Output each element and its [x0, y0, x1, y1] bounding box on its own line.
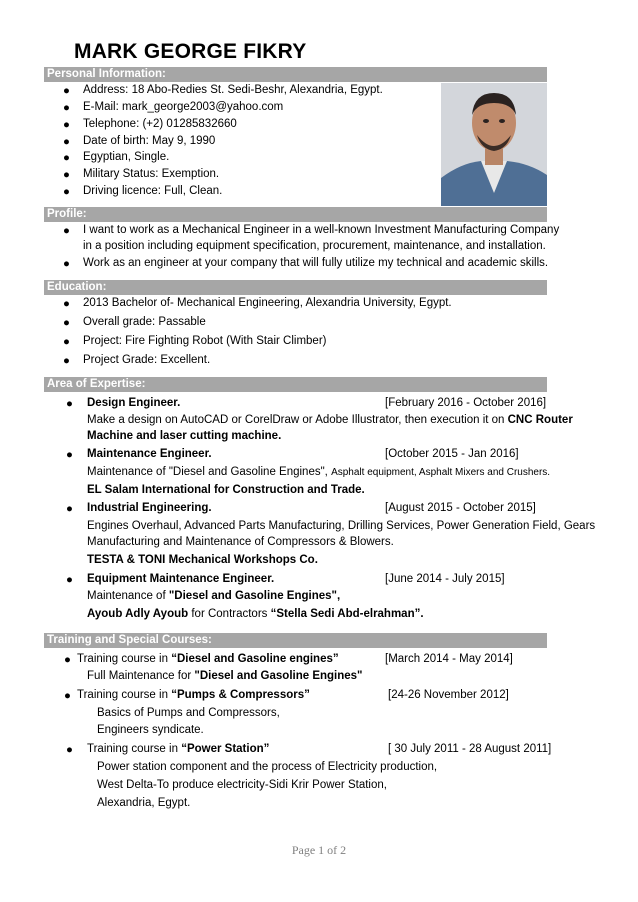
section-header-personal: Personal Information: [44, 67, 547, 82]
bullet: ● [64, 690, 71, 702]
bullet: ● [66, 744, 73, 756]
training-title-bold: “Pumps & Compressors” [171, 689, 310, 701]
training-description: Basics of Pumps and Compressors, [97, 707, 280, 719]
job-description-small: Asphalt equipment, Asphalt Mixers and Crushers. [331, 467, 551, 478]
bullet: ● [63, 186, 70, 198]
job-title: Equipment Maintenance Engineer. [87, 573, 275, 585]
job-description-text: Make a design on AutoCAD or CorelDraw or Adobe Illustrator, then execution it on [87, 414, 508, 426]
training-description: West Delta-To produce electricity-Sidi Krir Power Station, [97, 779, 387, 791]
training-date: [24-26 November 2012] [388, 689, 509, 701]
job-company [87, 608, 424, 620]
job-description [87, 466, 550, 478]
job-company-client: “Stella Sedi Abd-elrahman”. [270, 608, 424, 620]
job-date: [August 2015 - October 2015] [385, 502, 536, 514]
training-description-text: Full Maintenance for [87, 670, 195, 682]
training-description: Power station component and the process of Electricity production, [97, 761, 438, 773]
email-text: E-Mail: mark_george2003@yahoo.com [83, 101, 284, 113]
bullet: ● [66, 449, 73, 461]
section-header-expertise: Area of Expertise: [44, 377, 547, 392]
education-project: Project: Fire Fighting Robot (With Stair Climber) [83, 335, 327, 347]
education-grade: Overall grade: Passable [83, 316, 206, 328]
job-description [87, 590, 340, 602]
page-number: Page 1 of 2 [291, 843, 347, 857]
bullet: ● [63, 102, 70, 114]
military-text: Military Status: Exemption. [83, 168, 220, 180]
job-title: Maintenance Engineer. [87, 448, 212, 460]
bullet: ● [66, 398, 73, 410]
job-title: Design Engineer. [87, 397, 181, 409]
training-date: [ 30 July 2011 - 28 August 2011] [388, 743, 552, 755]
job-title: Industrial Engineering. [87, 502, 212, 514]
job-date: [June 2014 - July 2015] [385, 573, 505, 585]
job-description: Engines Overhaul, Advanced Parts Manufacturing, Drilling Services, Power Generation Field, Gears [87, 520, 596, 532]
section-header-profile: Profile: [44, 207, 547, 222]
job-date: [February 2016 - October 2016] [385, 397, 547, 409]
bullet: ● [66, 574, 73, 586]
job-company: TESTA & TONI Mechanical Workshops Co. [87, 554, 318, 566]
training-title-bold: “Power Station” [181, 743, 270, 755]
job-description [87, 414, 573, 426]
bullet: ● [63, 298, 70, 310]
profile-photo [441, 83, 547, 206]
training-title [87, 743, 269, 755]
job-company: EL Salam International for Construction and Trade. [87, 484, 365, 496]
address-text: Address: 18 Abo-Redies St. Sedi-Beshr, Alexandria, Egypt. [83, 84, 383, 96]
training-title-text: Training course in [77, 689, 172, 701]
section-header-education: Education: [44, 280, 547, 295]
bullet: ● [63, 355, 70, 367]
telephone-text: Telephone: (+2) 01285832660 [83, 118, 237, 130]
training-title-bold: “Diesel and Gasoline engines” [171, 653, 339, 665]
training-description [87, 670, 363, 682]
job-description-text: Maintenance of "Diesel and Gasoline Engines", [87, 466, 332, 478]
bullet: ● [63, 336, 70, 348]
training-title [77, 653, 339, 665]
training-title [77, 689, 310, 701]
bullet: ● [63, 169, 70, 181]
bullet: ● [63, 136, 70, 148]
profile-text-1b: in a position including equipment specification, procurement, maintenance, and installation. [83, 240, 546, 252]
bullet: ● [63, 85, 70, 97]
bullet: ● [64, 654, 71, 666]
training-title-text: Training course in [87, 743, 182, 755]
section-header-training: Training and Special Courses: [44, 633, 547, 648]
job-description-line2: Manufacturing and Maintenance of Compressors & Blowers. [87, 536, 394, 548]
bullet: ● [63, 152, 70, 164]
training-date: [March 2014 - May 2014] [385, 653, 513, 665]
job-company-name: Ayoub Adly Ayoub [87, 608, 189, 620]
education-project-grade: Project Grade: Excellent. [83, 354, 211, 366]
training-description: Engineers syndicate. [97, 724, 204, 736]
bullet: ● [63, 317, 70, 329]
bullet: ● [66, 503, 73, 515]
profile-text-1a: I want to work as a Mechanical Engineer in a well-known Investment Manufacturing Company [83, 224, 560, 236]
job-description-line2: Machine and laser cutting machine. [87, 430, 282, 442]
bullet: ● [63, 225, 70, 237]
nationality-text: Egyptian, Single. [83, 151, 170, 163]
profile-text-2: Work as an engineer at your company that will fully utilize my technical and academic skills. [83, 257, 549, 269]
job-company-text: for Contractors [188, 608, 271, 620]
bullet: ● [63, 258, 70, 270]
job-description-bold: CNC Router [507, 414, 573, 426]
bullet: ● [63, 119, 70, 131]
job-description-bold: "Diesel and Gasoline Engines", [168, 590, 341, 602]
page-title: MARK GEORGE FIKRY [74, 40, 307, 63]
job-description-text: Maintenance of [87, 590, 169, 602]
birthdate-text: Date of birth: May 9, 1990 [83, 135, 216, 147]
training-description: Alexandria, Egypt. [97, 797, 191, 809]
education-degree: 2013 Bachelor of- Mechanical Engineering, Alexandria University, Egypt. [83, 297, 452, 309]
job-date: [October 2015 - Jan 2016] [385, 448, 519, 460]
training-title-text: Training course in [77, 653, 172, 665]
training-description-bold: "Diesel and Gasoline Engines" [194, 670, 363, 682]
licence-text: Driving licence: Full, Clean. [83, 185, 223, 197]
